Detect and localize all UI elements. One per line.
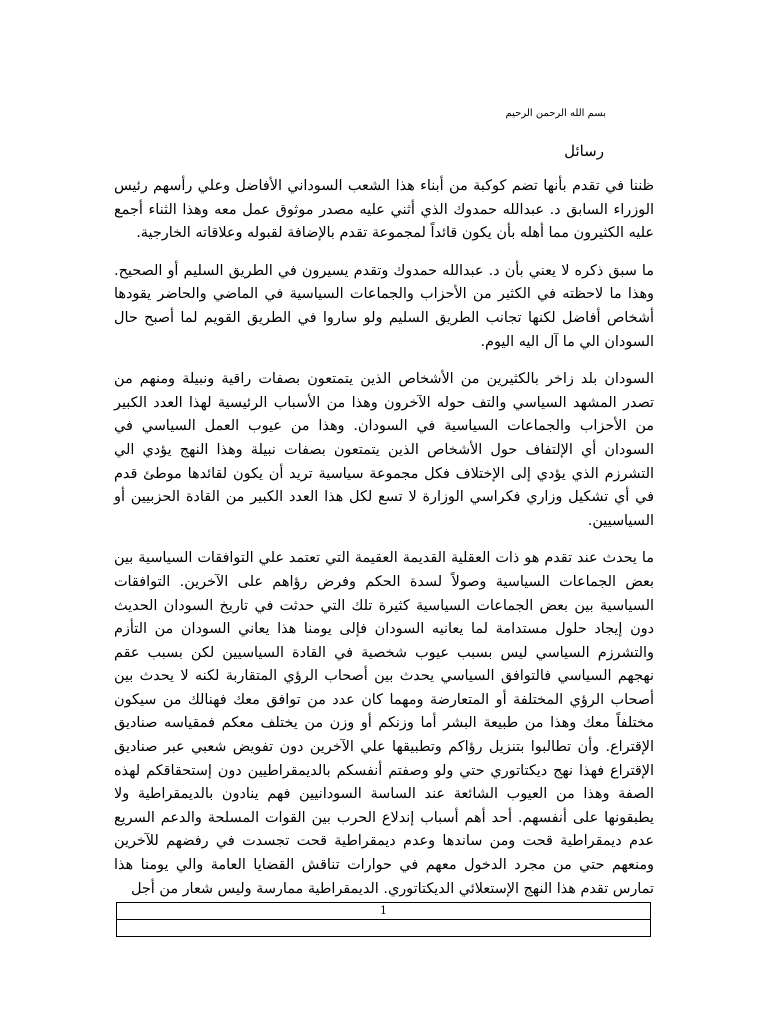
paragraph: ما سبق ذكره لا يعني بأن د. عبدالله حمدوك وتقدم يسيرون في الطريق السليم أو الصحيح. وهذا ما لاحظته في الكثير من الأحزاب والجماعات السياسية في الماضي والحاضر يقودها أشخاص أفاضل لكنها تجانب الطريق السليم ولو ساروا في الطريق القويم لما أصبح حال السودان الي ما آل اليه اليوم.	[114, 262, 654, 350]
paragraph: ما يحدث عند تقدم هو ذات العقلية القديمة العقيمة التي تعتمد علي التوافقات السياسية بين بعض الجماعات السياسية وصولاً لسدة الحكم وفرض رؤاهم على الآخرين. التوافقات السياسية بين بعض الجماعات السياسية كثيرة تلك التي حدثت في تاريخ السودان الحديث دون إيجاد حلول مستدامة لما يعانيه السودان فإلى يومنا هذا يعاني السودان من التأزم والتشرزم السياسي ليس بسبب عيوب شخصية في القادة السياسيين لكن بسبب عقم نهجهم السياسي فالتوافق السياسي يحدث بين أصحاب الرؤي المتقاربة لكنه لا يحدث بين أصحاب الرؤي المختلفة أو المتعارضة ومهما كان عدد من توافق معك فهنالك من سيكون مختلفاً معك وهذا من طبيعة البشر أما وزنكم أو وزن من يختلف معكم فمقياسه صناديق الإقتراع. وأن تطالبوا بتنزيل رؤاكم وتطبيقها علي الآخرين دون تفويض شعبي عبر صناديق الإقتراع فهذا نهج ديكتاتوري حتي ولو وصفتم أنفسكم بالديمقراطيين دون إستحقاقكم لهذه الصفة وهذا من العيوب الشائعة عند الساسة السودانيين فهم ينادون بالديمقراطية ولا يطبقونها على أنفسهم. أحد أهم أسباب إندلاع الحرب بين القوات المسلحة والدعم السريع عدم ديمقراطية قحت ومن ساندها وعدم ديمقراطية قحت تجسدت في رفضهم للآخرين ومنعهم حتي من مجرد الدخول معهم في حوارات تناقش القضايا العامة والي يومنا هذا تمارس تقدم هذا النهج الإستعلائي الديكتاتوري. الديمقراطية ممارسة وليس شعار من أجل	[114, 550, 654, 897]
body-text	[114, 175, 654, 915]
document-title: رسائل	[564, 142, 604, 160]
footer-row	[117, 903, 651, 920]
footer-row	[117, 920, 651, 937]
paragraph: السودان بلد زاخر بالكثيرين من الأشخاص الذين يتمتعون بصفات راقية ونبيلة ومنهم من تصدر المشهد السياسي والتف حوله الآخرون وهذا من الأسباب الرئيسية لهذا العدد الكبير من الأحزاب والجماعات السياسية في السودان. وهذا من عيوب العمل السياسي في السودان أي الإلتفاف حول الأشخاص الذين يتمتعون بصفات نبيلة وهذا النهج يؤدي الي التشرزم الذي يؤدي إلى الإختلاف فكل مجموعة سياسية تريد أن يكون لقائدها موطئ قدم في أي تشكيل وزاري فكراسي الوزارة لا تسع لكل هذا العدد الكبير من القادة الحزبيين أو السياسيين.	[114, 371, 654, 529]
paragraph: ظننا في تقدم بأنها تضم كوكبة من أبناء هذا الشعب السوداني الأفاضل وعلي رأسهم رئيس الوزراء السابق د. عبدالله حمدوك الذي أثني عليه مصدر موثوق عمل معه وهذا الثناء أجمع عليه الكثيرون مما أهله بأن يكون قائداً لمجموعة تقدم بالإضافة لقبوله وعلاقاته الخارجية.	[114, 178, 654, 242]
page-number: 1	[117, 903, 651, 920]
footer-page-number-box	[116, 902, 651, 937]
basmala-heading: بسم الله الرحمن الرحيم	[505, 108, 606, 119]
footer-empty-cell	[117, 920, 651, 937]
